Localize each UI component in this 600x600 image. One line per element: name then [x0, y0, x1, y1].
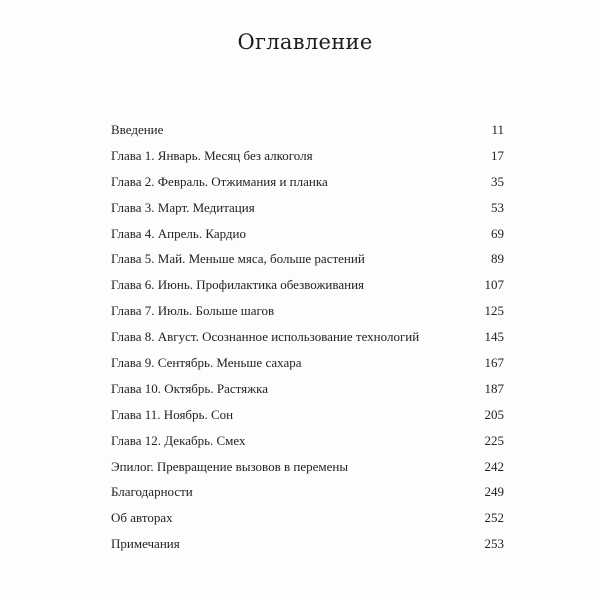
toc-entry-page: 53 [491, 199, 504, 215]
toc-list [111, 122, 504, 562]
toc-entry-page: 249 [484, 484, 504, 500]
toc-heading: Оглавление [237, 30, 373, 54]
toc-entry-page: 145 [484, 329, 504, 345]
toc-entry-about-authors [111, 510, 504, 536]
toc-entry-page: 253 [484, 536, 504, 552]
toc-entry-label: Глава 2. Февраль. Отжимания и планка [111, 173, 328, 189]
toc-entry-label: Глава 5. Май. Меньше мяса, больше растений [111, 251, 365, 267]
toc-entry-page: 107 [484, 277, 504, 293]
toc-entry-label: Благодарности [111, 484, 193, 500]
toc-entry-label: Введение [111, 122, 164, 137]
toc-entry-notes [111, 536, 504, 562]
toc-entry-chapter-6 [111, 277, 504, 303]
toc-entry-chapter-3 [111, 200, 504, 226]
toc-entry-chapter-4 [111, 226, 504, 252]
toc-entry-label: Глава 8. Август. Осознанное использование технологий [111, 329, 420, 345]
toc-entry-label: Глава 4. Апрель. Кардио [111, 225, 246, 241]
toc-entry-page: 35 [491, 173, 504, 189]
toc-entry-chapter-1 [111, 148, 504, 174]
toc-entry-page: 242 [484, 458, 504, 474]
toc-entry-page: 17 [491, 147, 504, 163]
toc-entry-chapter-5 [111, 251, 504, 277]
toc-entry-page: 69 [491, 225, 504, 241]
toc-entry-chapter-10 [111, 381, 504, 407]
toc-entry-page: 89 [491, 251, 504, 267]
toc-entry-label: Глава 3. Март. Медитация [111, 199, 255, 215]
toc-entry-acknowledgements [111, 484, 504, 510]
toc-entry-label: Глава 6. Июнь. Профилактика обезвоживания [111, 277, 365, 293]
toc-entry-label: Примечания [111, 536, 180, 552]
toc-entry-epilogue [111, 459, 504, 485]
toc-entry-chapter-7 [111, 303, 504, 329]
toc-entry-chapter-2 [111, 174, 504, 200]
toc-entry-page: 225 [484, 432, 504, 448]
toc-entry-page: 205 [484, 406, 504, 422]
toc-entry-chapter-9 [111, 355, 504, 381]
toc-entry-label: Об авторах [111, 510, 173, 526]
toc-entry-page: 125 [484, 303, 504, 319]
toc-entry-chapter-8 [111, 329, 504, 355]
toc-entry-label: Глава 1. Январь. Месяц без алкоголя [111, 147, 313, 163]
toc-entry-chapter-12 [111, 433, 504, 459]
toc-entry-label: Глава 12. Декабрь. Смех [111, 432, 246, 448]
toc-entry-page: 167 [484, 355, 504, 371]
toc-entry-label: Глава 10. Октябрь. Растяжка [111, 380, 268, 396]
toc-entry-label: Эпилог. Превращение вызовов в перемены [111, 458, 349, 474]
toc-entry-label: Глава 11. Ноябрь. Сон [111, 406, 234, 422]
toc-entry-chapter-11 [111, 407, 504, 433]
toc-entry-page: 252 [484, 510, 504, 526]
toc-entry-label: Глава 9. Сентябрь. Меньше сахара [111, 355, 302, 371]
toc-entry-page: 11 [491, 122, 504, 137]
toc-entry-label: Глава 7. Июль. Больше шагов [111, 303, 275, 319]
toc-entry-page: 187 [484, 380, 504, 396]
toc-entry-introduction [111, 122, 504, 148]
